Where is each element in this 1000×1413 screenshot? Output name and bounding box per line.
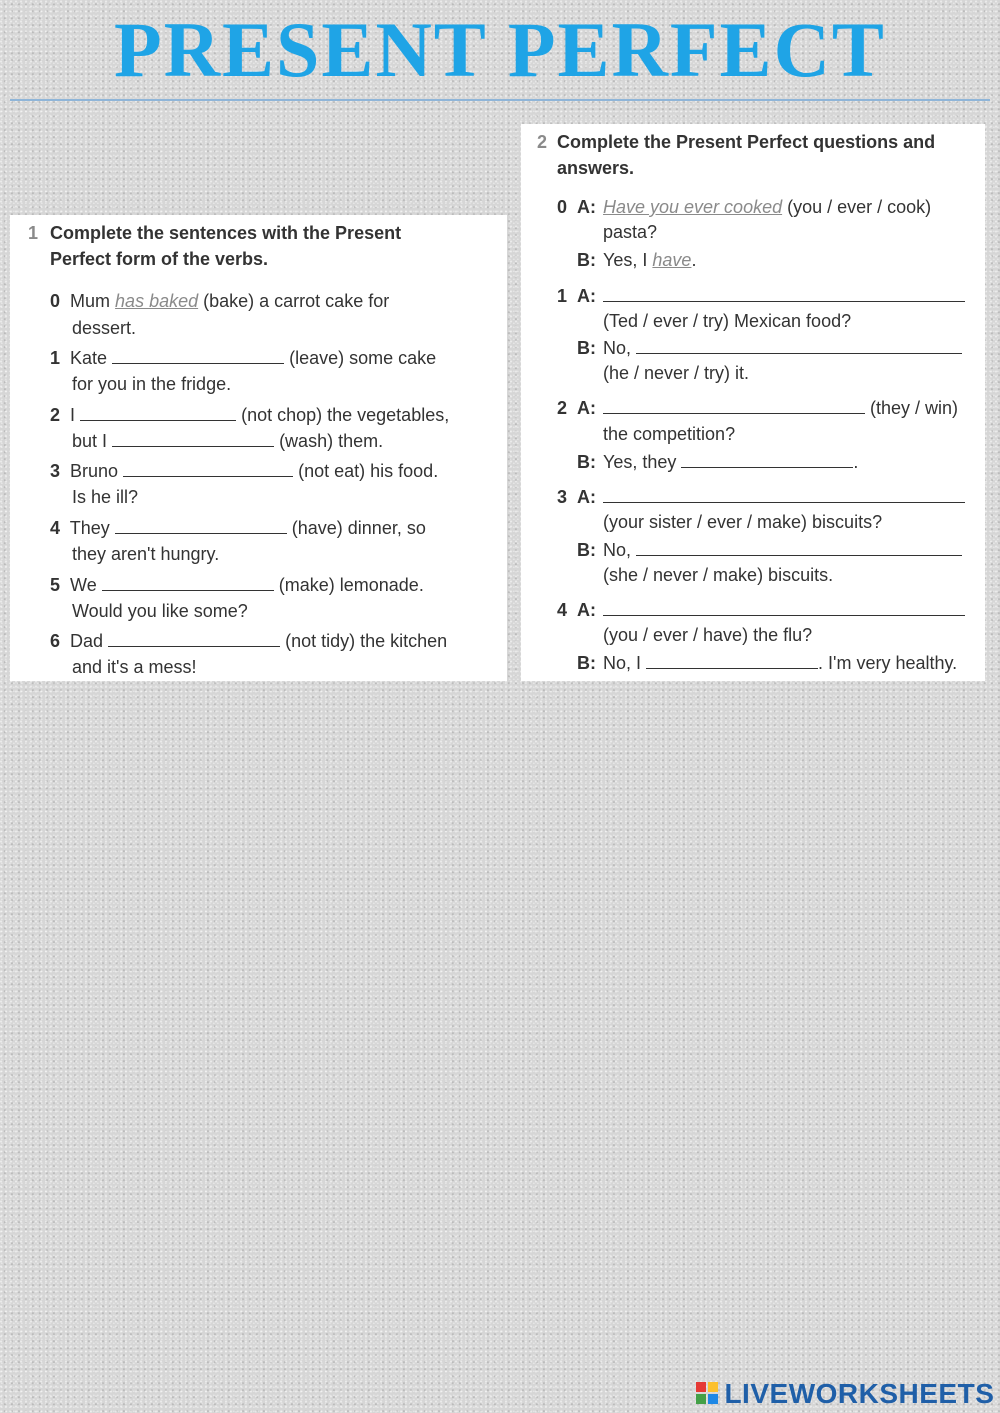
answer-blank-1[interactable] [112,347,284,364]
exercise-2-item-2-a: (they / win) [603,397,958,419]
exercise-2-item-2-a-line2: the competition? [603,424,736,444]
example-short-answer: have [652,250,692,270]
exercise-2-item-0-a-line2: pasta? [603,222,658,242]
example-question-answer: Have you ever cooked [603,197,783,217]
exercise-2-item-1-b-label: B: [577,338,596,358]
exercise-2-item-4-b-label: B: [577,653,596,673]
exercise-1-item-5-line2: Would you like some? [72,601,248,621]
logo-grid-icon [696,1382,720,1406]
answer-blank-5[interactable] [102,574,274,591]
answer-blank-6[interactable] [108,630,280,647]
exercise-2-item-4-number: 4 [557,600,568,620]
exercise-2-item-4-cue: (you / ever / have) the flu? [603,625,813,645]
answer-blank-2b[interactable] [112,430,274,447]
exercise-1-number: 1 [28,223,39,243]
exercise-2-item-3-b-label: B: [577,540,596,560]
exercise-1-item-6: 6 Dad (not tidy) the kitchen [50,631,448,651]
exercise-2-item-3-b-cue: (she / never / make) biscuits. [603,565,834,585]
exercise-2-item-2-b-label: B: [577,452,596,472]
exercise-1-item-6-line2: and it's a mess! [72,657,197,677]
exercise-2-item-0-b: Yes, I have. [603,250,697,270]
exercise-1-item-1: 1 Kate (leave) some cake [50,348,437,368]
exercise-2-item-4-b: No, I . I'm very healthy. [603,653,958,673]
exercise-2-item-3-number: 3 [557,487,568,507]
exercise-1-heading-line1: Complete the sentences with the Present [50,223,402,243]
exercise-2-item-2-number: 2 [557,398,568,418]
brand-name: LIVEWORKSHEETS [724,1378,995,1409]
answer-blank-3[interactable] [123,460,293,477]
title-divider [10,99,990,101]
exercise-2-item-0-number: 0 [557,197,568,217]
exercise-1-item-1-line2: for you in the fridge. [72,374,232,394]
answer-blank-2a[interactable] [80,404,236,421]
exercise-1-item-4: 4 They (have) dinner, so [50,518,426,538]
answer-blank-q4[interactable] [646,652,818,669]
answer-blank-4[interactable] [115,517,287,534]
exercise-2-item-1-a-label: A: [577,286,596,306]
answer-blank-q2[interactable] [681,451,853,468]
exercise-2-item-1-b-cue: (he / never / try) it. [603,363,750,383]
exercise-2-item-3-a-label: A: [577,487,596,507]
answer-blank-q3[interactable] [636,539,962,556]
question-blank-1[interactable] [603,285,965,302]
exercise-1-item-2-line2: but I (wash) them. [72,431,384,451]
exercise-2-item-0-a-label: A: [577,197,596,217]
exercise-1-item-4-line2: they aren't hungry. [72,544,220,564]
exercise-2-heading-line1: Complete the Present Perfect questions and [557,132,936,152]
exercise-2-number: 2 [537,132,548,152]
exercise-2-item-4-a-label: A: [577,600,596,620]
exercise-2-item-1-number: 1 [557,286,568,306]
example-answer: has baked [115,291,199,311]
exercise-1-heading-line2: Perfect form of the verbs. [50,249,269,269]
liveworksheets-logo [696,1378,994,1410]
exercise-2-item-0-a: Have you ever cooked (you / ever / cook) [603,197,932,217]
exercise-1-item-5: 5 We (make) lemonade. [50,575,424,595]
exercise-2-item-0-b-label: B: [577,250,596,270]
exercise-2-item-2-a-label: A: [577,398,596,418]
exercise-1-item-0: 0 Mum has baked (bake) a carrot cake for [50,291,390,311]
exercise-2-item-3-b: No, [603,539,962,561]
question-blank-2[interactable] [603,397,865,414]
exercise-1-item-0-line2: dessert. [72,318,137,338]
exercise-1-item-3-line2: Is he ill? [72,487,139,507]
exercise-2-item-1-b: No, [603,337,962,359]
page-title: PRESENT PERFECT [114,6,886,93]
exercise-1-item-2: 2 I (not chop) the vegetables, [50,405,450,425]
exercise-2-heading-line2: answers. [557,158,635,178]
exercise-1-item-3: 3 Bruno (not eat) his food. [50,461,439,481]
question-blank-4[interactable] [603,599,965,616]
exercise-2-item-3-cue: (your sister / ever / make) biscuits? [603,512,883,532]
exercise-2-item-2-b: Yes, they . [603,452,859,472]
question-blank-3[interactable] [603,486,965,503]
exercise-2-item-1-cue: (Ted / ever / try) Mexican food? [603,311,852,331]
answer-blank-q1[interactable] [636,337,962,354]
